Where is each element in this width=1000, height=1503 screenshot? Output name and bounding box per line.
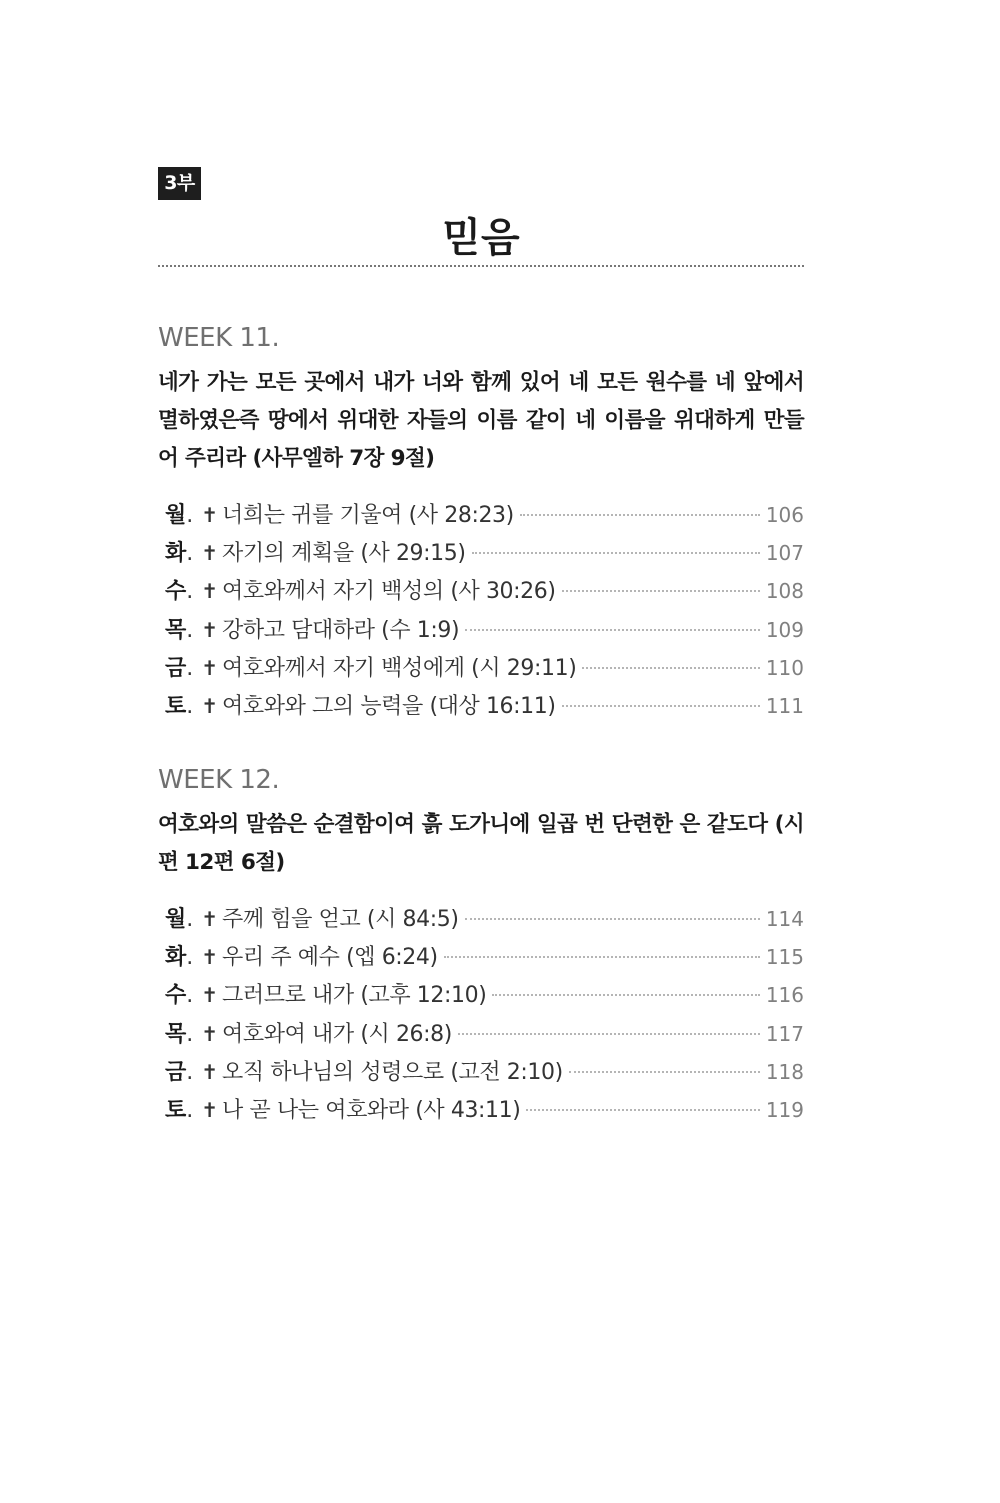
week-section <box>158 320 804 725</box>
entry-list <box>158 496 804 725</box>
toc-entry[interactable] <box>158 976 804 1014</box>
toc-entry[interactable] <box>158 1053 804 1091</box>
toc-entry[interactable] <box>158 1015 804 1053</box>
entry-page-number: 117 <box>765 1021 804 1046</box>
entry-day: 금 <box>165 655 187 681</box>
cross-icon: ✝ <box>201 655 219 680</box>
entry-page-number: 106 <box>765 503 804 527</box>
entry-dot: . <box>186 1021 194 1047</box>
entry-title: 자기의 계획을 (사 29:15) <box>222 541 466 567</box>
week-label: WEEK 12. <box>158 765 280 795</box>
entry-dot: . <box>186 579 194 605</box>
entry-dot: . <box>186 1097 194 1123</box>
cross-icon: ✝ <box>201 579 219 604</box>
entry-day: 목 <box>165 1021 187 1047</box>
entry-title: 강하고 담대하라 (수 1:9) <box>222 617 460 643</box>
entry-dot: . <box>186 983 194 1009</box>
entry-title: 나 곧 나는 여호와라 (사 43:11) <box>222 1097 521 1123</box>
entry-dot: . <box>186 907 194 932</box>
cross-icon: ✝ <box>201 617 219 642</box>
entry-day: 수 <box>165 983 187 1009</box>
toc-entry[interactable] <box>158 534 804 572</box>
toc-entry[interactable] <box>158 687 804 725</box>
dot-leader <box>526 1109 759 1111</box>
entry-title: 여호와께서 자기 백성의 (사 30:26) <box>222 579 556 605</box>
cross-icon: ✝ <box>201 1021 219 1046</box>
dot-leader <box>562 705 760 707</box>
entry-page-number: 114 <box>765 907 804 931</box>
week-label: WEEK 11. <box>158 323 280 353</box>
entry-page-number: 108 <box>765 579 804 604</box>
toc-entry[interactable] <box>158 496 804 534</box>
dot-leader <box>458 1033 760 1035</box>
entry-page-number: 115 <box>765 945 804 970</box>
dot-leader <box>472 552 760 554</box>
entry-dot: . <box>186 693 194 719</box>
title-divider <box>158 265 804 267</box>
entry-title: 너희는 귀를 기울여 (사 28:23) <box>222 503 514 528</box>
dot-leader <box>569 1071 760 1073</box>
entry-title: 여호와여 내가 (시 26:8) <box>222 1021 452 1047</box>
cross-icon: ✝ <box>201 503 219 527</box>
part-title: 믿음 <box>442 215 520 261</box>
cross-icon: ✝ <box>201 1097 219 1122</box>
entry-title: 여호와께서 자기 백성에게 (시 29:11) <box>222 655 577 681</box>
entry-page-number: 116 <box>765 983 804 1008</box>
dot-leader <box>582 667 759 669</box>
entry-page-number: 107 <box>765 541 804 566</box>
entry-dot: . <box>186 503 194 528</box>
week-verse: 네가 가는 모든 곳에서 내가 너와 함께 있어 네 모든 원수를 네 앞에서 멸하였은즉 땅에서 위대한 자들의 이름 같이 네 이름을 위대하게 만들어 주리라 (사무엘하 7장 9절) <box>158 370 804 471</box>
entry-page-number: 119 <box>765 1097 804 1122</box>
entry-title: 오직 하나님의 성령으로 (고전 2:10) <box>222 1059 563 1085</box>
entry-page-number: 111 <box>765 693 804 718</box>
entry-dot: . <box>186 1059 194 1085</box>
toc-entry[interactable] <box>158 938 804 976</box>
cross-icon: ✝ <box>201 983 219 1008</box>
toc-entry[interactable] <box>158 649 804 687</box>
cross-icon: ✝ <box>201 1059 219 1084</box>
toc-entry[interactable] <box>158 611 804 649</box>
cross-icon: ✝ <box>201 541 219 566</box>
entry-page-number: 118 <box>765 1059 804 1084</box>
cross-icon: ✝ <box>201 945 219 970</box>
toc-entry[interactable] <box>158 1091 804 1129</box>
entry-day: 화 <box>165 945 187 971</box>
entry-day: 금 <box>165 1059 187 1085</box>
part-badge: 3부 <box>158 167 201 200</box>
entry-page-number: 109 <box>765 617 804 642</box>
entry-title: 주께 힘을 얻고 (시 84:5) <box>222 907 459 932</box>
entry-day: 월 <box>165 503 187 528</box>
entry-dot: . <box>186 945 194 971</box>
dot-leader <box>520 514 760 516</box>
entry-title: 여호와와 그의 능력을 (대상 16:11) <box>222 693 556 719</box>
entry-title: 우리 주 예수 (엡 6:24) <box>222 945 438 971</box>
dot-leader <box>562 590 760 592</box>
entry-dot: . <box>186 655 194 681</box>
entry-day: 토 <box>165 693 187 719</box>
entry-day: 토 <box>165 1097 187 1123</box>
entry-title: 그러므로 내가 (고후 12:10) <box>222 983 487 1009</box>
dot-leader <box>492 994 759 996</box>
entry-page-number: 110 <box>765 655 804 680</box>
entry-list <box>158 900 804 1129</box>
entry-day: 화 <box>165 541 187 567</box>
week-verse: 여호와의 말씀은 순결함이여 흙 도가니에 일곱 번 단련한 은 같도다 (시편 12편 6절) <box>158 812 804 875</box>
week-section <box>158 762 804 1129</box>
entry-dot: . <box>186 541 194 567</box>
cross-icon: ✝ <box>201 907 219 931</box>
dot-leader <box>444 956 760 958</box>
dot-leader <box>465 918 760 920</box>
dot-leader <box>465 629 760 631</box>
cross-icon: ✝ <box>201 693 219 718</box>
entry-day: 월 <box>165 907 187 932</box>
entry-dot: . <box>186 617 194 643</box>
entry-day: 목 <box>165 617 187 643</box>
toc-entry[interactable] <box>158 572 804 610</box>
toc-entry[interactable] <box>158 900 804 938</box>
entry-day: 수 <box>165 579 187 605</box>
